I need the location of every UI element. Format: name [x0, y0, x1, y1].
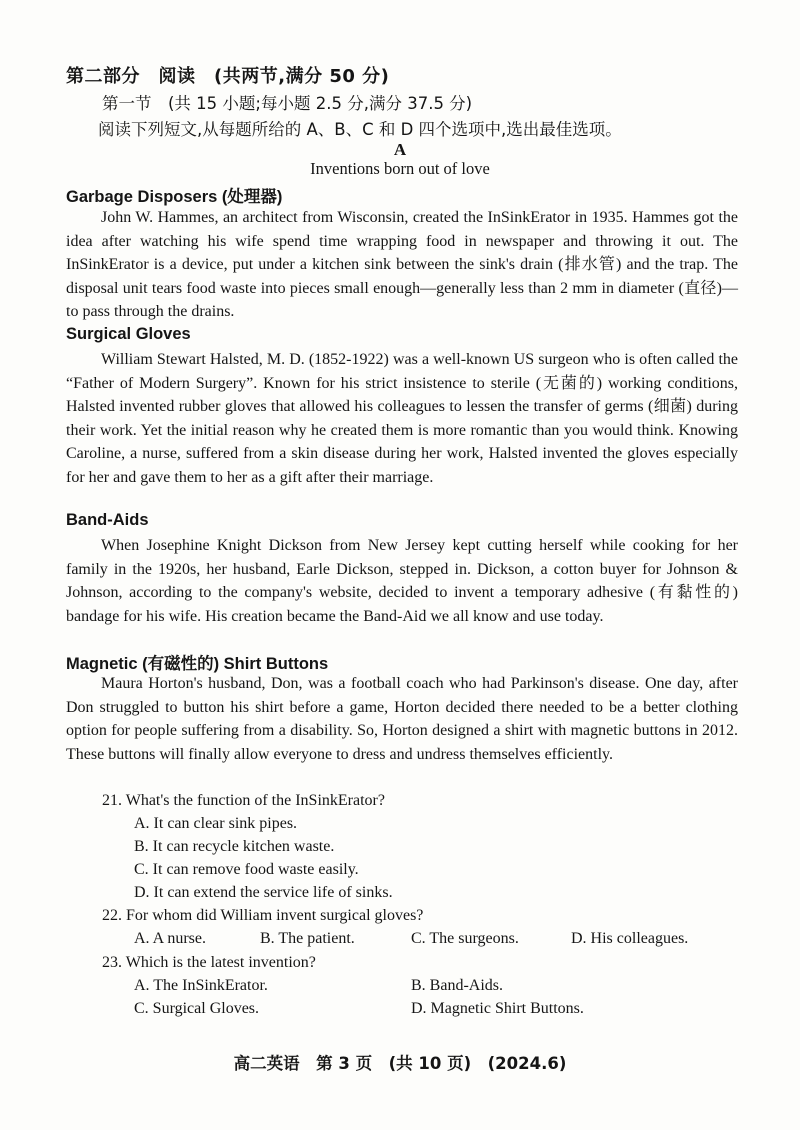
- paragraph-magnetic-buttons: Maura Horton's husband, Don, was a football coach who had Parkinson's disease. One day, after Don struggled to button his shirt before a game, Horton decided there needed to be a better clothing option for people suffering from a disability. So, Horton designed a shirt with magnetic buttons in 2012. These buttons will finally allow everyone to dress and undress themselves efficiently.: [66, 675, 738, 763]
- option-23-b[interactable]: B. Band-Aids.: [411, 977, 503, 994]
- option-21-c[interactable]: C. It can remove food waste easily.: [134, 861, 359, 878]
- question-21: 21. What's the function of the InSinkErator?: [102, 792, 385, 809]
- instruction: 阅读下列短文,从每题所给的 A、B、C 和 D 四个选项中,选出最佳选项。: [98, 120, 622, 139]
- heading-surgical-gloves: Surgical Gloves: [66, 325, 191, 343]
- option-22-b[interactable]: B. The patient.: [260, 930, 355, 947]
- page-footer: 高二英语 第 3 页 (共 10 页) (2024.6): [233, 1054, 567, 1073]
- heading-garbage-disposers: Garbage Disposers (处理器): [66, 188, 283, 206]
- paragraph-band-aids: When Josephine Knight Dickson from New Jersey kept cutting herself while cooking for her family in the 1920s, her husband, Earle Dickson, stepped in. Dickson, a cotton buyer for Johnson & Johnson, according to the company's website, decided to invent a temporary adhesive (有黏性的) bandage for his wife. His creation became the Band-Aid we all know and use today.: [66, 537, 738, 625]
- paragraph-surgical-gloves: William Stewart Halsted, M. D. (1852-1922) was a well-known US surgeon who is often called the “Father of Modern Surgery”. Known for his strict insistence to sterile (无菌的) working conditions, Halsted invented rubber gloves that allowed his colleagues to lessen the transfer of germs (细菌) during their work. Yet the initial reason why he created them is more romantic than you would think. Knowing Caroline, a nurse, suffered from a skin disease during her work, Halsted invented the gloves especially for her and gave them to her as a gift after their marriage.: [66, 351, 738, 486]
- option-22-d[interactable]: D. His colleagues.: [571, 930, 689, 947]
- heading-magnetic-buttons: Magnetic (有磁性的) Shirt Buttons: [66, 655, 329, 673]
- passage-title: Inventions born out of love: [310, 159, 490, 178]
- option-22-a[interactable]: A. A nurse.: [134, 930, 206, 947]
- option-23-a[interactable]: A. The InSinkErator.: [134, 977, 268, 994]
- option-21-a[interactable]: A. It can clear sink pipes.: [134, 815, 298, 832]
- part-title: 第二部分 阅读 (共两节,满分 50 分): [66, 66, 390, 87]
- option-21-b[interactable]: B. It can recycle kitchen waste.: [134, 838, 335, 855]
- question-23: 23. Which is the latest invention?: [102, 954, 316, 971]
- option-23-d[interactable]: D. Magnetic Shirt Buttons.: [411, 1000, 584, 1017]
- option-22-c[interactable]: C. The surgeons.: [411, 930, 519, 947]
- option-21-d[interactable]: D. It can extend the service life of sinks.: [134, 884, 393, 901]
- option-23-c[interactable]: C. Surgical Gloves.: [134, 1000, 260, 1017]
- question-22: 22. For whom did William invent surgical gloves?: [102, 907, 424, 924]
- passage-letter: A: [393, 140, 407, 159]
- paragraph-garbage-disposers: John W. Hammes, an architect from Wisconsin, created the InSinkErator in 1935. Hammes got the idea after watching his wife spend time wrapping food in newspaper and throwing it out. The InSinkErator is a device, put under a kitchen sink between the sink's drain (排水管) and the trap. The disposal unit tears food waste into pieces small enough—generally less than 2 mm in diameter (直径)—to pass through the drains.: [66, 209, 738, 321]
- heading-band-aids: Band-Aids: [66, 511, 149, 529]
- section-title: 第一节 (共 15 小题;每小题 2.5 分,满分 37.5 分): [102, 94, 473, 113]
